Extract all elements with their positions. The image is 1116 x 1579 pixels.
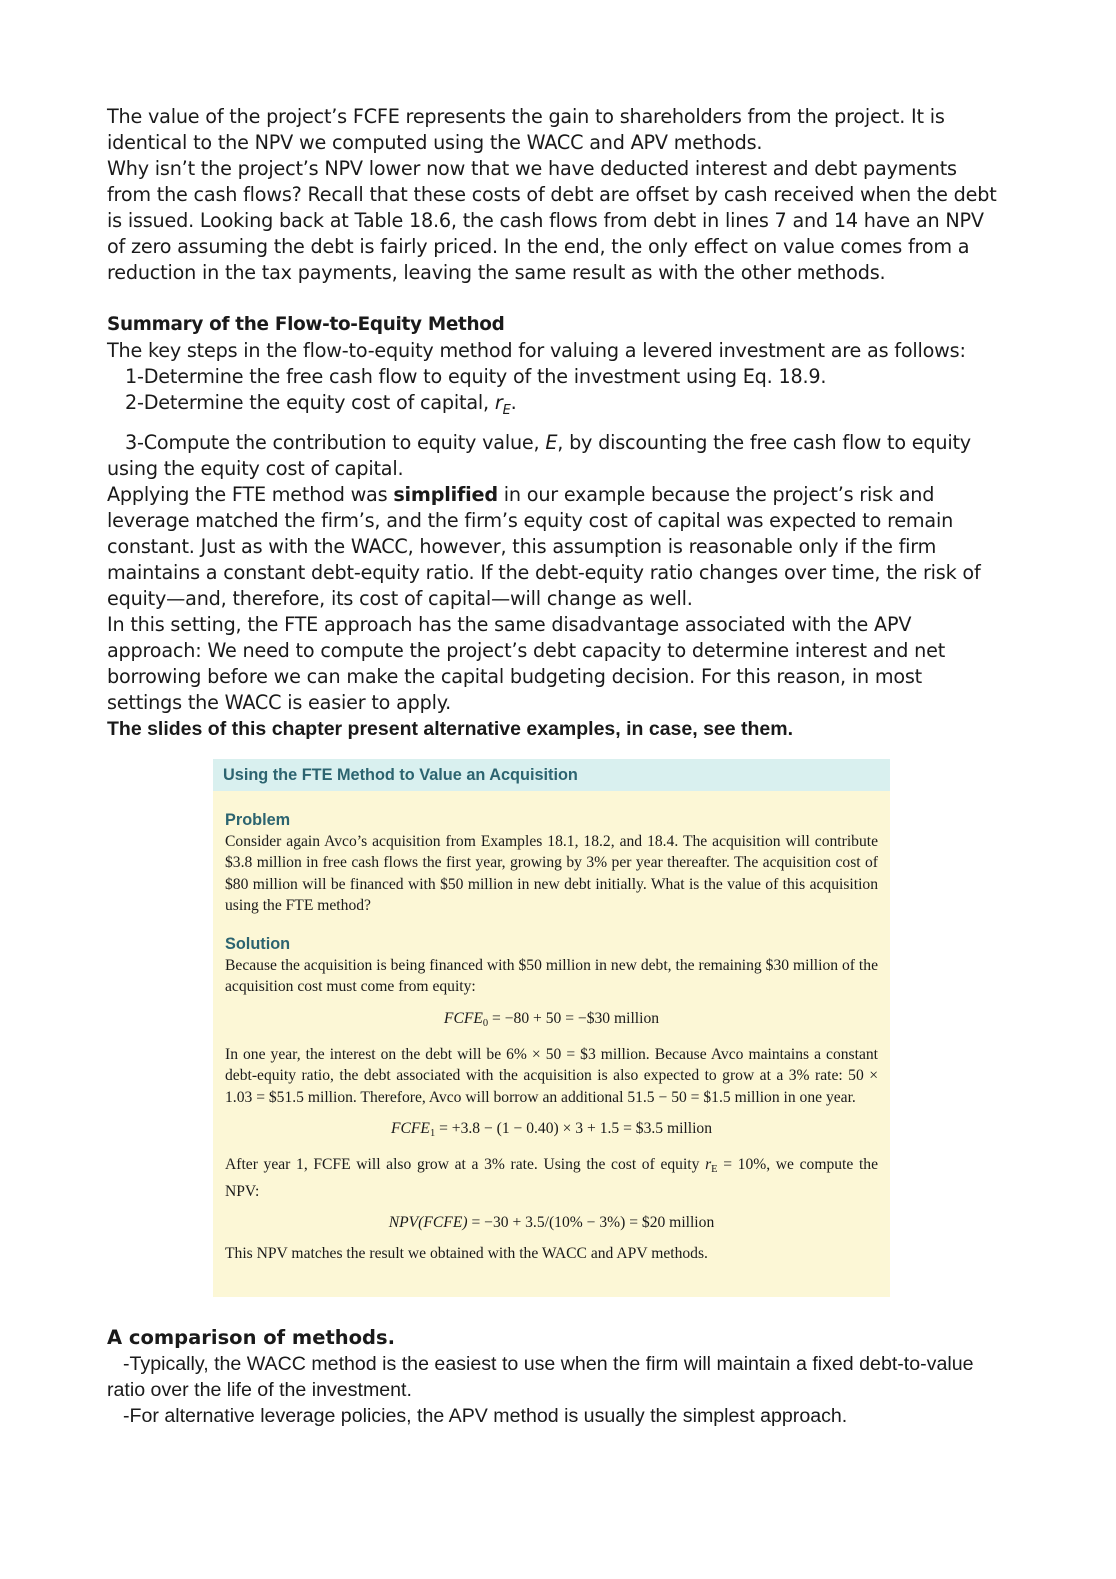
step-2: 2-Determine the equity cost of capital, $r_E$. [125, 391, 517, 418]
comparison-item-1: -Typically, the WACC method is the easiest to use when the firm will maintain a fixed debt-to-value ratio over the life of the investment. [107, 1353, 974, 1401]
fte-disadvantage-paragraph: In this setting, the FTE approach has the same disadvantage associated with the APV approach: We need to compute the project’s debt capacity to determine interest and net borrowing before we can make the capital budgeting decision. For this reason, in most settings the WACC is easier to apply. [107, 613, 946, 714]
intro-paragraph-1: The value of the project’s FCFE represents the gain to shareholders from the project. It is identical to the NPV we computed using the WACC and APV methods. [107, 105, 945, 154]
slides-note: The slides of this chapter present alternative examples, in case, see them. [107, 718, 794, 740]
intro-paragraph-2: Why isn’t the project’s NPV lower now that we have deducted interest and debt payments from the cash flows? Recall that these costs of debt are offset by cash received when the debt is issued. Looking back at Table 18.6, the cash flows from debt in lines 7 and 14 have an NPV of zero assuming the debt is fairly priced. In the end, the only effect on value comes from a reduction in the tax payments, leaving the same result as with the other methods. [107, 157, 997, 284]
solution-label: Solution [225, 935, 291, 954]
summary-heading: Summary of the Flow-to-Equity Method [107, 314, 505, 335]
solution-text-2: In one year, the interest on the debt will be 6% × 50 = $3 million. Because Avco maintains a constant debt-equity ratio, the debt associated with the acquisition is also expected to grow at a 3% rate: 50 × 1.03 = $51.5 million. Therefore, Avco will borrow an additional 51.5 − 50 = $1.5 million in one year. [225, 1046, 878, 1106]
page-body [107, 104, 1002, 742]
comparison-section [107, 1325, 1002, 1429]
equation-fcfe0: FCFE0 = −80 + 50 = −$30 million [443, 1009, 660, 1029]
example-title: Using the FTE Method to Value an Acquisition [213, 759, 890, 791]
problem-text: Consider again Avco’s acquisition from Examples 18.1, 18.2, and 18.4. The acquisition will contribute $3.8 million in free cash flows the first year, growing by 3% per year thereafter. The acquisition cost of $80 million will be financed with $50 million in new debt initially. What is the value of this acquisition using the FTE method? [225, 833, 878, 914]
problem-label: Problem [225, 811, 291, 829]
summary-lead: The key steps in the flow-to-equity method for valuing a levered investment are as follows: [107, 339, 966, 362]
example-box [213, 759, 890, 1297]
solution-text-3: After year 1, FCFE will also grow at a 3% rate. Using the cost of equity rE = 10%, we compute the NPV: [225, 1156, 878, 1200]
fte-simplified-paragraph: Applying the FTE method was simplified in our example because the project’s risk and leverage matched the firm’s, and the firm’s equity cost of capital was expected to remain constant. Just as with the WACC, however, this assumption is reasonable only if the firm maintains a constant debt-equity ratio. If the debt-equity ratio changes over time, the risk of equity—and, therefore, its cost of capital—will change as well. [107, 483, 981, 610]
step-1: 1-Determine the free cash flow to equity of the investment using Eq. 18.9. [125, 365, 827, 388]
equation-fcfe1: FCFE1 = +3.8 − (1 − 0.40) × 3 + 1.5 = $3.5 million [390, 1119, 713, 1139]
step-3: 3-Compute the contribution to equity value, E, by discounting the free cash flow to equity using the equity cost of capital. [107, 431, 971, 480]
comparison-item-2: -For alternative leverage policies, the APV method is usually the simplest approach. [123, 1405, 848, 1427]
solution-text-1: Because the acquisition is being financed with $50 million in new debt, the remaining $30 million of the acquisition cost must come from equity: [225, 957, 878, 996]
equation-npv: NPV(FCFE) = −30 + 3.5/(10% − 3%) = $20 million [388, 1213, 715, 1231]
conclusion-text: This NPV matches the result we obtained with the WACC and APV methods. [225, 1245, 708, 1263]
comparison-heading: A comparison of methods. [107, 1326, 396, 1349]
